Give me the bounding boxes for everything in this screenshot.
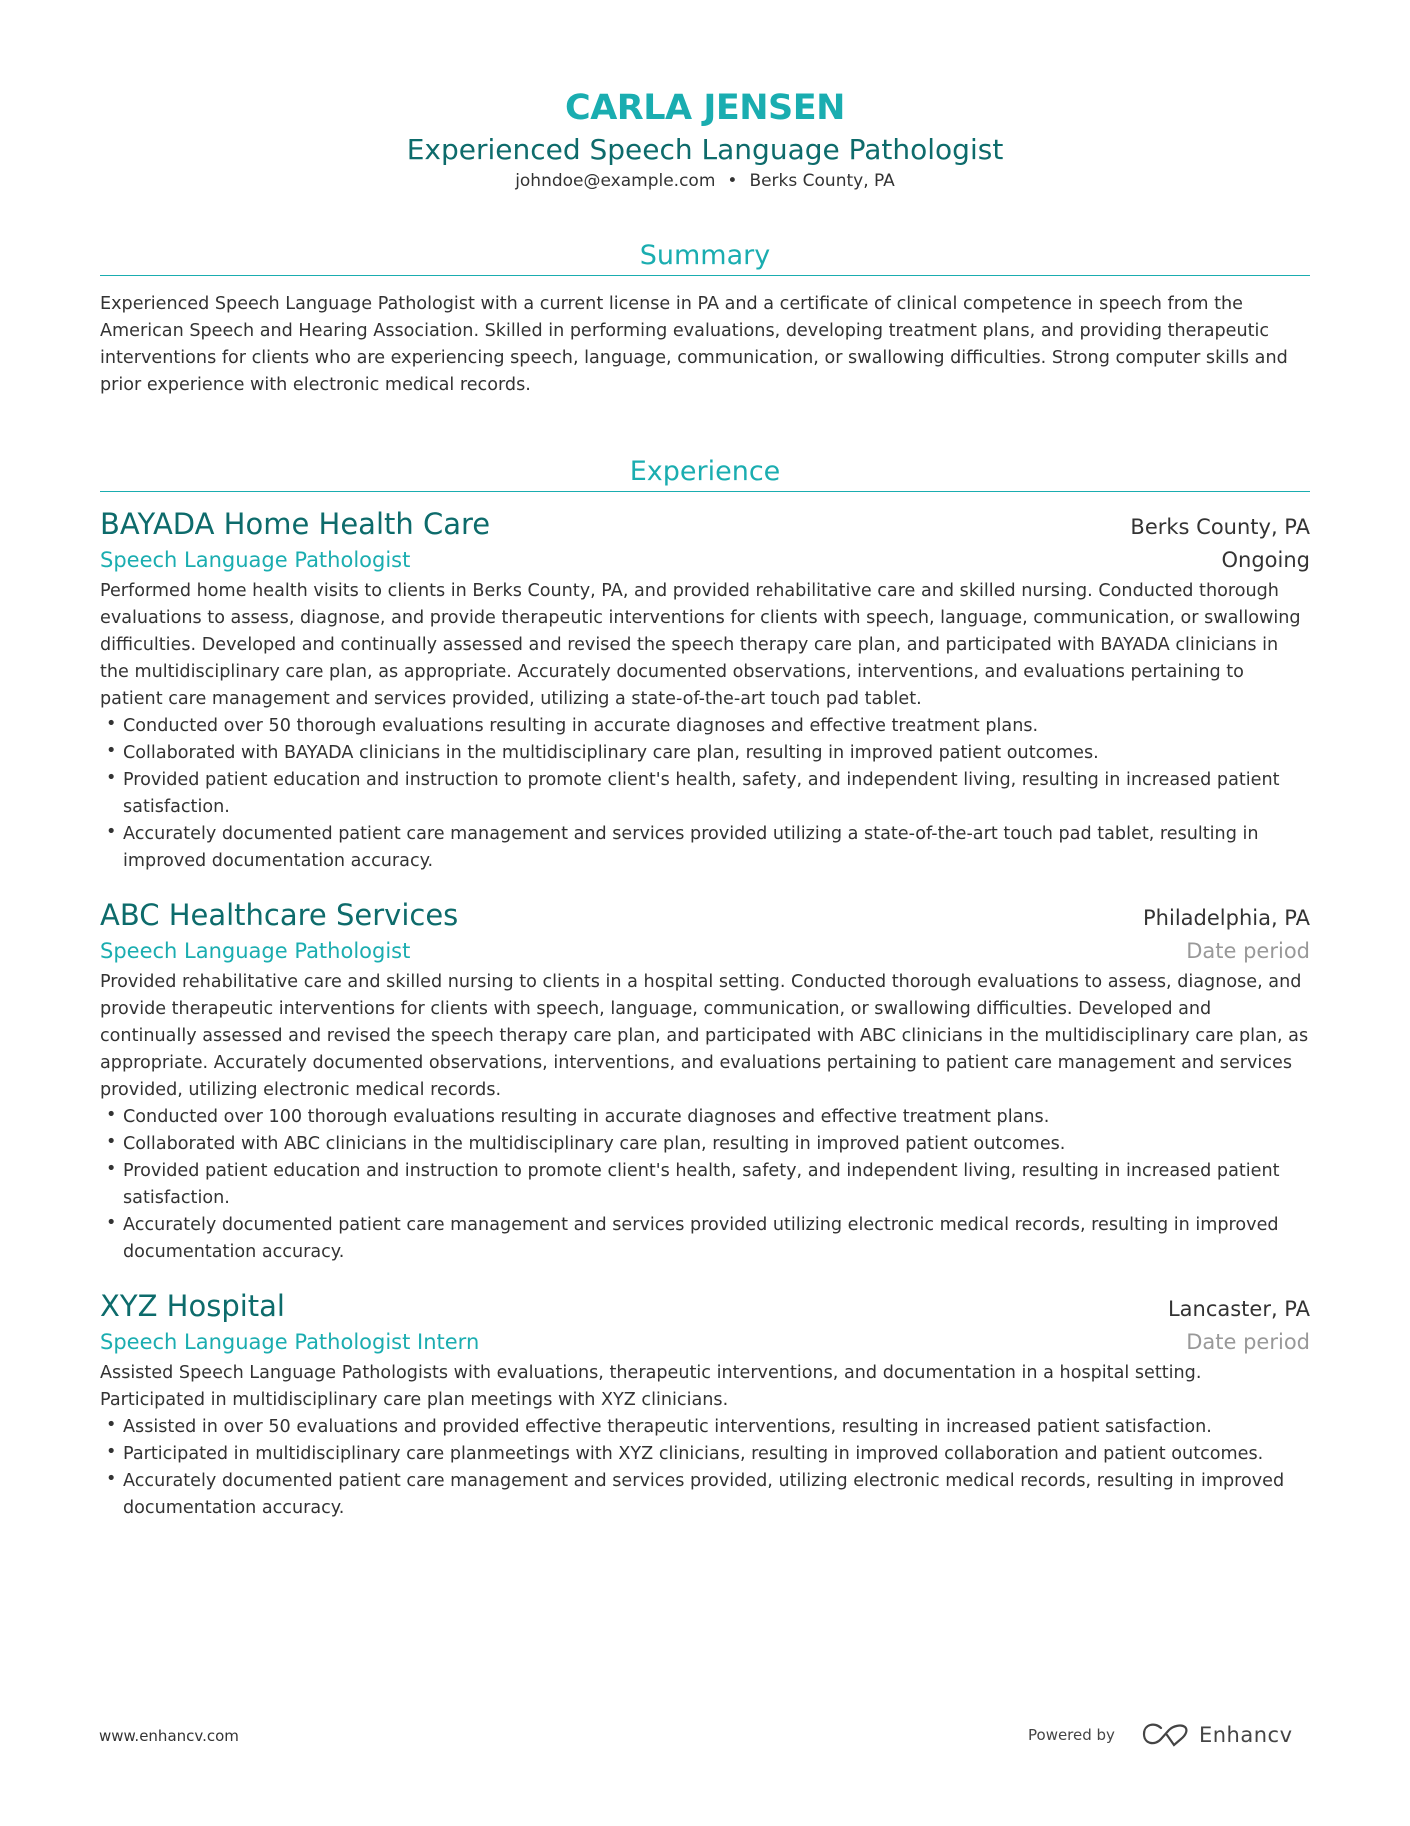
bullet-item: • Provided patient education and instruction to promote client's health, safety, and independent living, resulting in increased patient satisfaction. (100, 767, 1310, 821)
job-role: Speech Language Pathologist (100, 548, 411, 572)
summary-section (100, 236, 1310, 399)
job-entry (100, 897, 1310, 1266)
bullet-item: • Conducted over 50 thorough evaluations resulting in accurate diagnoses and effective treatment plans. (100, 713, 1310, 740)
bullet-item: • Accurately documented patient care management and services provided, utilizing electronic medical records, resulting in improved documentation accuracy. (100, 1468, 1310, 1522)
job-bullets (100, 1414, 1310, 1522)
summary-text: Experienced Speech Language Pathologist with a current license in PA and a certificate of clinical competence in speech from the American Speech and Hearing Association. Skilled in performing evaluations, developing treatment plans, and providing therapeutic interventions for clients who are experiencing speech, language, communication, or swallowing difficulties. Strong computer skills and prior experience with electronic medical records. (100, 294, 1288, 395)
email[interactable]: johndoe@example.com (515, 171, 716, 191)
company-name: BAYADA Home Health Care (100, 507, 491, 541)
job-bullets (100, 1104, 1310, 1266)
bullet-item: • Assisted in over 50 evaluations and provided effective therapeutic interventions, resulting in increased patient satisfaction. (100, 1414, 1310, 1441)
experience-section (100, 452, 1310, 1522)
job-date: Date period (1186, 939, 1310, 963)
enhancv-logo-icon (1141, 1722, 1191, 1748)
bullet-item: • Accurately documented patient care management and services provided utilizing electronic medical records, resulting in improved documentation accuracy. (100, 1212, 1310, 1266)
job-entry (100, 506, 1310, 875)
job-location: Lancaster, PA (1167, 1297, 1310, 1321)
job-role: Speech Language Pathologist (100, 939, 411, 963)
job-entry (100, 1288, 1310, 1522)
job-location: Berks County, PA (1130, 515, 1310, 539)
contact-line (100, 171, 1310, 191)
website-link[interactable]: www.enhancv.com (99, 1727, 239, 1745)
powered-by-label: Powered by (1028, 1726, 1115, 1744)
separator: • (727, 171, 738, 191)
job-description: Provided rehabilitative care and skilled nursing to clients in a hospital setting. Conducted thorough evaluations to assess, diagnose, and provide therapeutic interventions for clients with speech, language, communication, or swallowing difficulties. Developed and continually assessed and revised the speech therapy care plan, and participated with ABC clinicians in the multidisciplinary care plan, as appropriate. Accurately documented observations, interventions, and evaluations pertaining to patient care management and services provided, utilizing electronic medical records. (100, 972, 1309, 1100)
location: Berks County, PA (749, 171, 895, 191)
candidate-title: Experienced Speech Language Pathologist (406, 133, 1004, 166)
bullet-item: • Participated in multidisciplinary care planmeetings with XYZ clinicians, resulting in improved collaboration and patient outcomes. (100, 1441, 1310, 1468)
bullet-item: • Conducted over 100 thorough evaluations resulting in accurate diagnoses and effective treatment plans. (100, 1104, 1310, 1131)
job-date: Date period (1186, 1330, 1310, 1354)
job-list (100, 506, 1310, 1522)
candidate-name: CARLA JENSEN (565, 88, 845, 128)
bullet-item: • Provided patient education and instruction to promote client's health, safety, and independent living, resulting in increased patient satisfaction. (100, 1158, 1310, 1212)
job-description: Performed home health visits to clients in Berks County, PA, and provided rehabilitative care and skilled nursing. Conducted thorough evaluations to assess, diagnose, and provide therapeutic interventions for clients with speech, language, communication, or swallowing difficulties. Developed and continually assessed and revised the speech therapy care plan, and participated with BAYADA clinicians in the multidisciplinary care plan, as appropriate. Accurately documented observations, interventions, and evaluations pertaining to patient care management and services provided, utilizing a state-of-the-art touch pad tablet. (100, 581, 1301, 709)
company-name: XYZ Hospital (100, 1289, 285, 1323)
brand-name: Enhancv (1198, 1723, 1293, 1747)
job-bullets (100, 713, 1310, 875)
company-name: ABC Healthcare Services (100, 898, 459, 932)
powered-by[interactable] (1028, 1722, 1293, 1748)
bullet-item: • Collaborated with BAYADA clinicians in the multidisciplinary care plan, resulting in improved patient outcomes. (100, 740, 1310, 767)
bullet-item: • Collaborated with ABC clinicians in the multidisciplinary care plan, resulting in improved patient outcomes. (100, 1131, 1310, 1158)
job-role: Speech Language Pathologist Intern (100, 1330, 480, 1354)
job-location: Philadelphia, PA (1143, 906, 1310, 930)
section-heading: Experience (100, 452, 1310, 492)
bullet-item: • Accurately documented patient care management and services provided utilizing a state-of-the-art touch pad tablet, resulting in improved documentation accuracy. (100, 821, 1310, 875)
job-date: Ongoing (1221, 548, 1310, 572)
job-description: Assisted Speech Language Pathologists with evaluations, therapeutic interventions, and documentation in a hospital setting. Participated in multidisciplinary care plan meetings with XYZ clinicians. (100, 1363, 1202, 1410)
section-heading: Summary (100, 236, 1310, 276)
